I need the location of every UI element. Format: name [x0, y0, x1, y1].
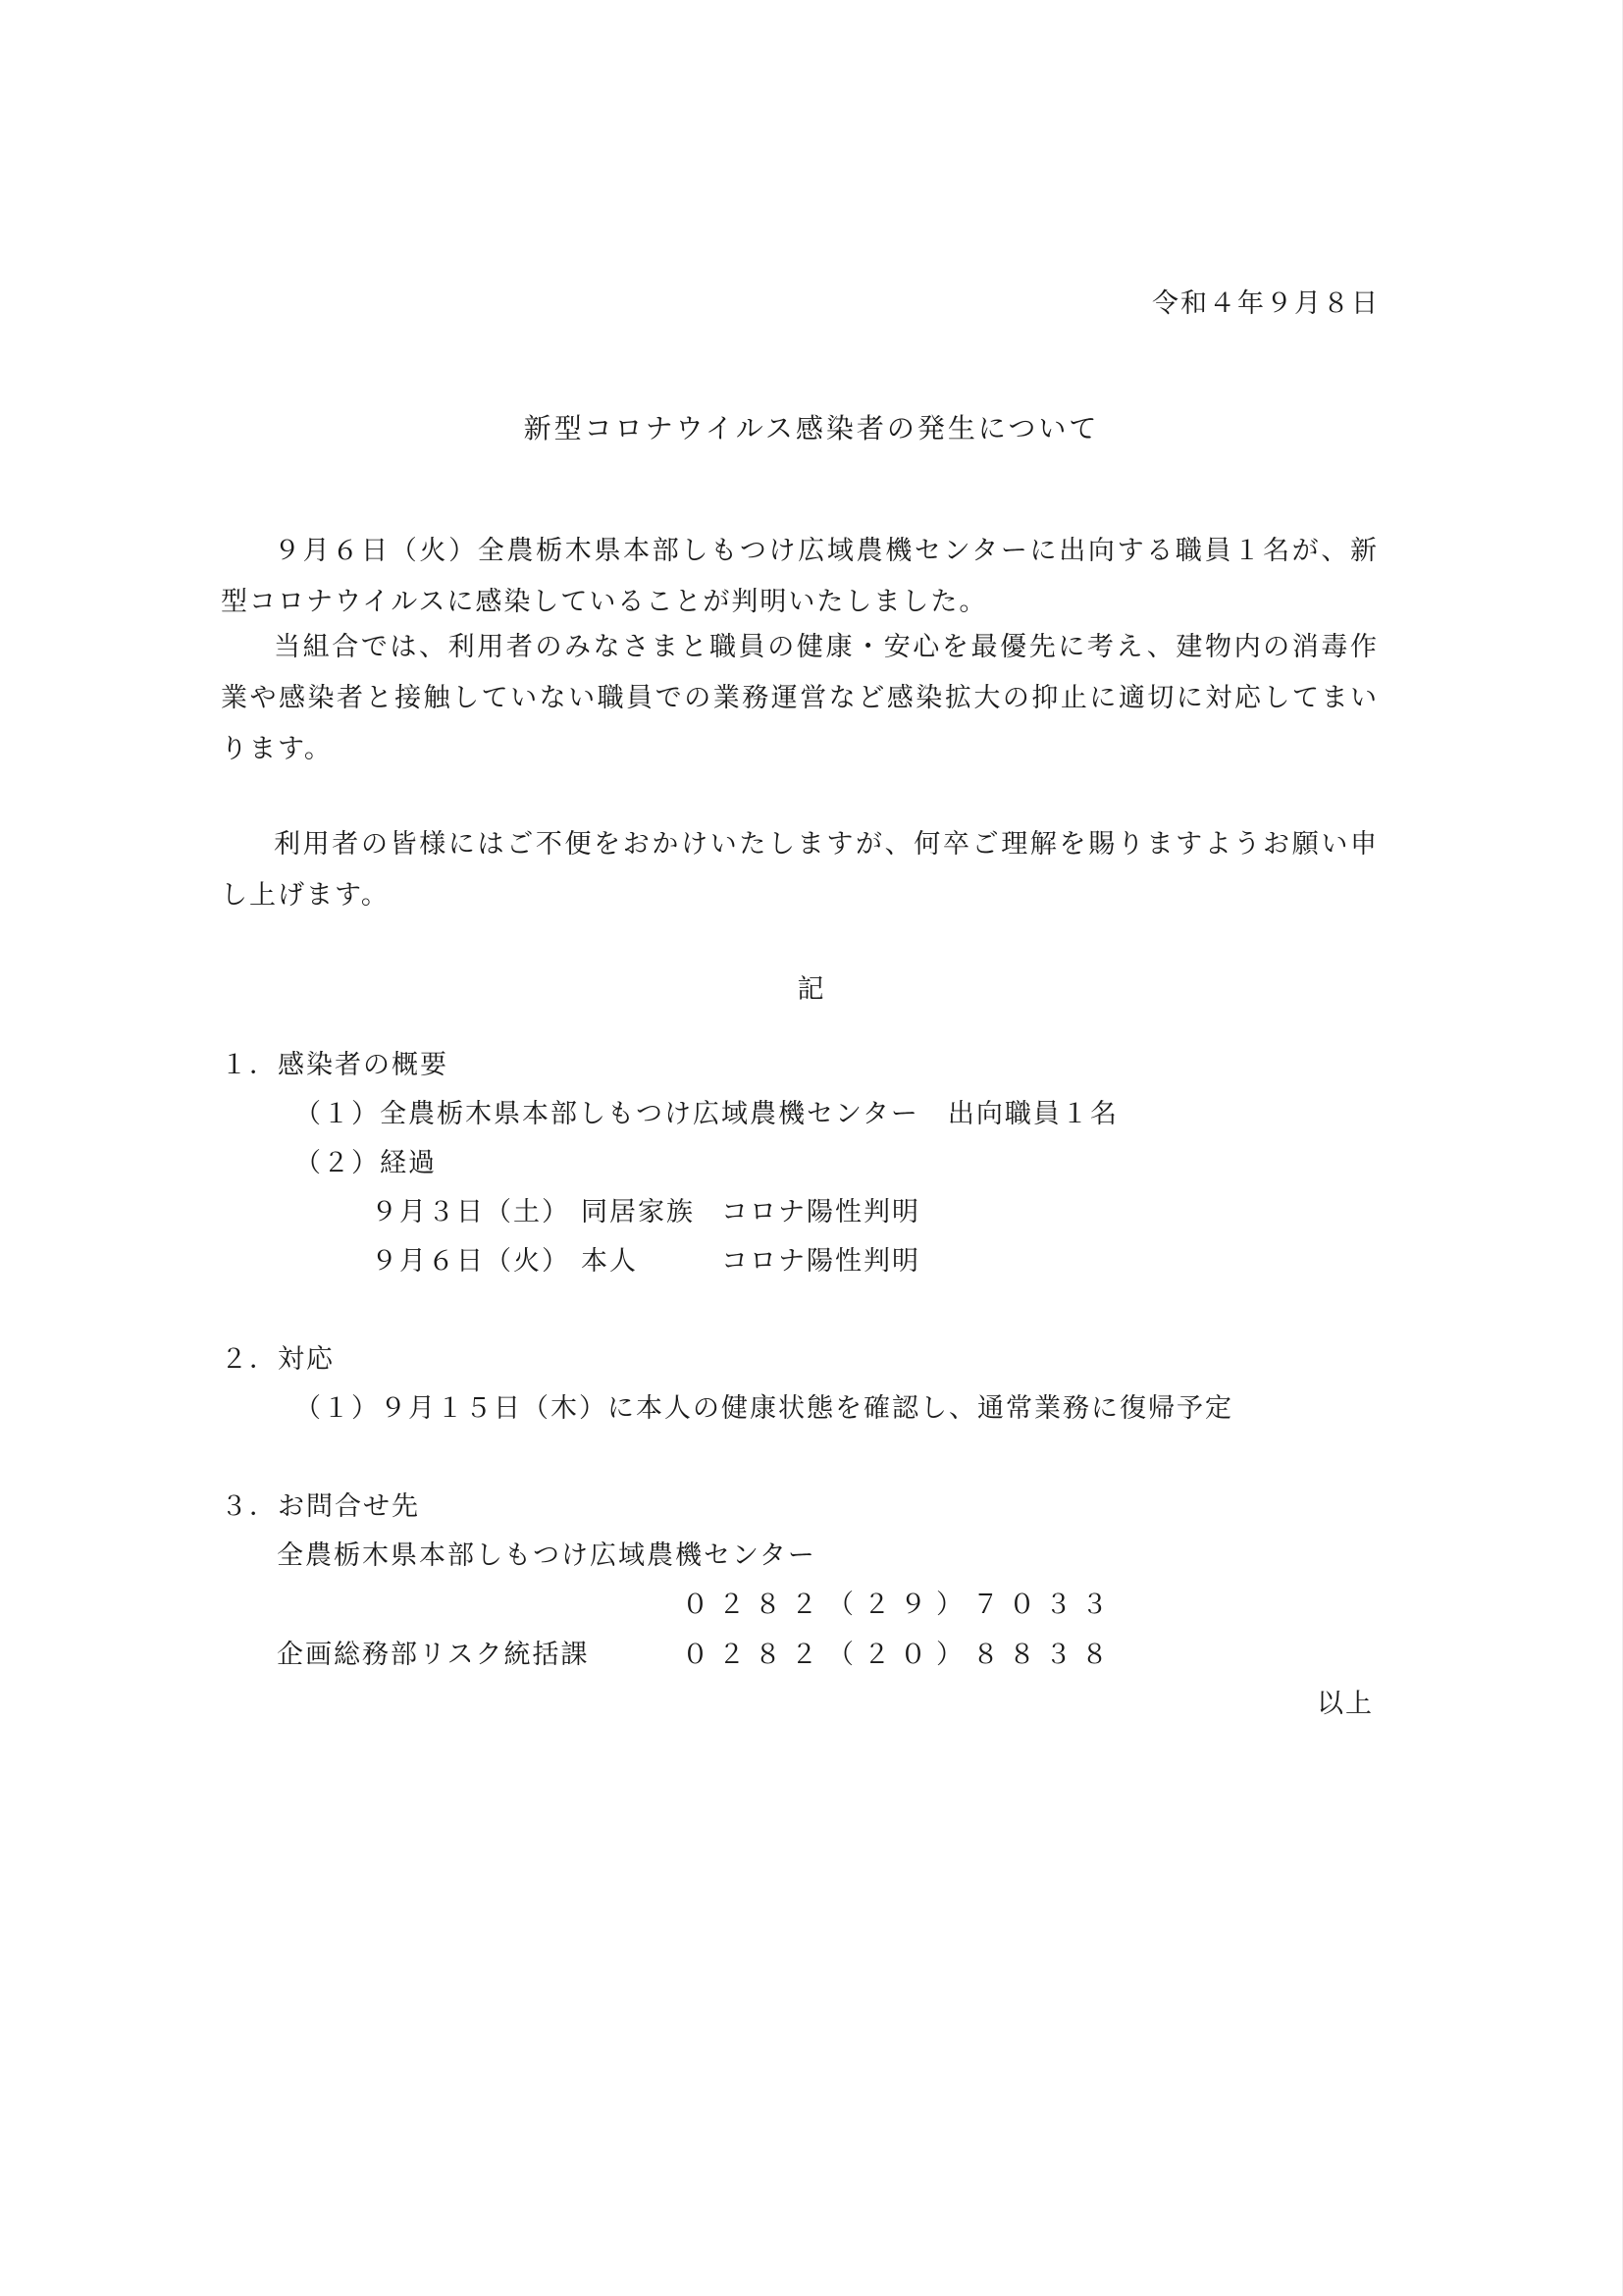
section-1-heading: １．感染者の概要 — [221, 1050, 448, 1080]
body-paragraph-2: 当組合では、利用者のみなさまと職員の健康・安心を最優先に考え、建物内の消毒作業や感染者と接触していない職員での業務運営など感染拡大の抑止に適切に対応してまいります。 — [221, 632, 1379, 764]
section-2-heading: ２．対応 — [221, 1344, 335, 1375]
timeline-date: ９月３日（土） — [371, 1197, 570, 1227]
timeline-who: 本人 — [581, 1246, 638, 1277]
section-1-item-2: （２）経過 — [294, 1148, 437, 1178]
contact-org-2: 企画総務部リスク統括課 — [277, 1640, 590, 1670]
document-title: 新型コロナウイルス感染者の発生について — [523, 412, 1100, 444]
body-paragraph-3: 利用者の皆様にはご不便をおかけいたしますが、何卒ご理解を賜りますようお願い申し上げます。 — [221, 829, 1379, 911]
section-2-item-1: （１）９月１５日（木）に本人の健康状態を確認し、通常業務に復帰予定 — [294, 1393, 1233, 1424]
section-1-item-1: （１）全農栃木県本部しもつけ広域農機センター 出向職員１名 — [294, 1099, 1119, 1129]
section-3-heading: ３．お問合せ先 — [221, 1491, 420, 1522]
timeline-result: コロナ陽性判明 — [721, 1246, 920, 1277]
timeline-who: 同居家族 — [581, 1197, 695, 1227]
contact-org-1: 全農栃木県本部しもつけ広域農機センター — [277, 1540, 816, 1571]
contact-tel-2: ０２８２（２０）８８３８ — [682, 1640, 1118, 1670]
timeline-result: コロナ陽性判明 — [721, 1197, 920, 1227]
document-date: 令和４年９月８日 — [1152, 288, 1380, 319]
body-paragraph-1: ９月６日（火）全農栃木県本部しもつけ広域農機センターに出向する職員１名が、新型コロナウイルスに感染していることが判明いたしました。 — [221, 536, 1379, 617]
contact-tel-1: ０２８２（２９）７０３３ — [682, 1590, 1118, 1620]
timeline-date: ９月６日（火） — [371, 1246, 570, 1277]
ki-heading: 記 — [797, 974, 826, 1005]
closing-mark: 以上 — [1317, 1689, 1374, 1719]
